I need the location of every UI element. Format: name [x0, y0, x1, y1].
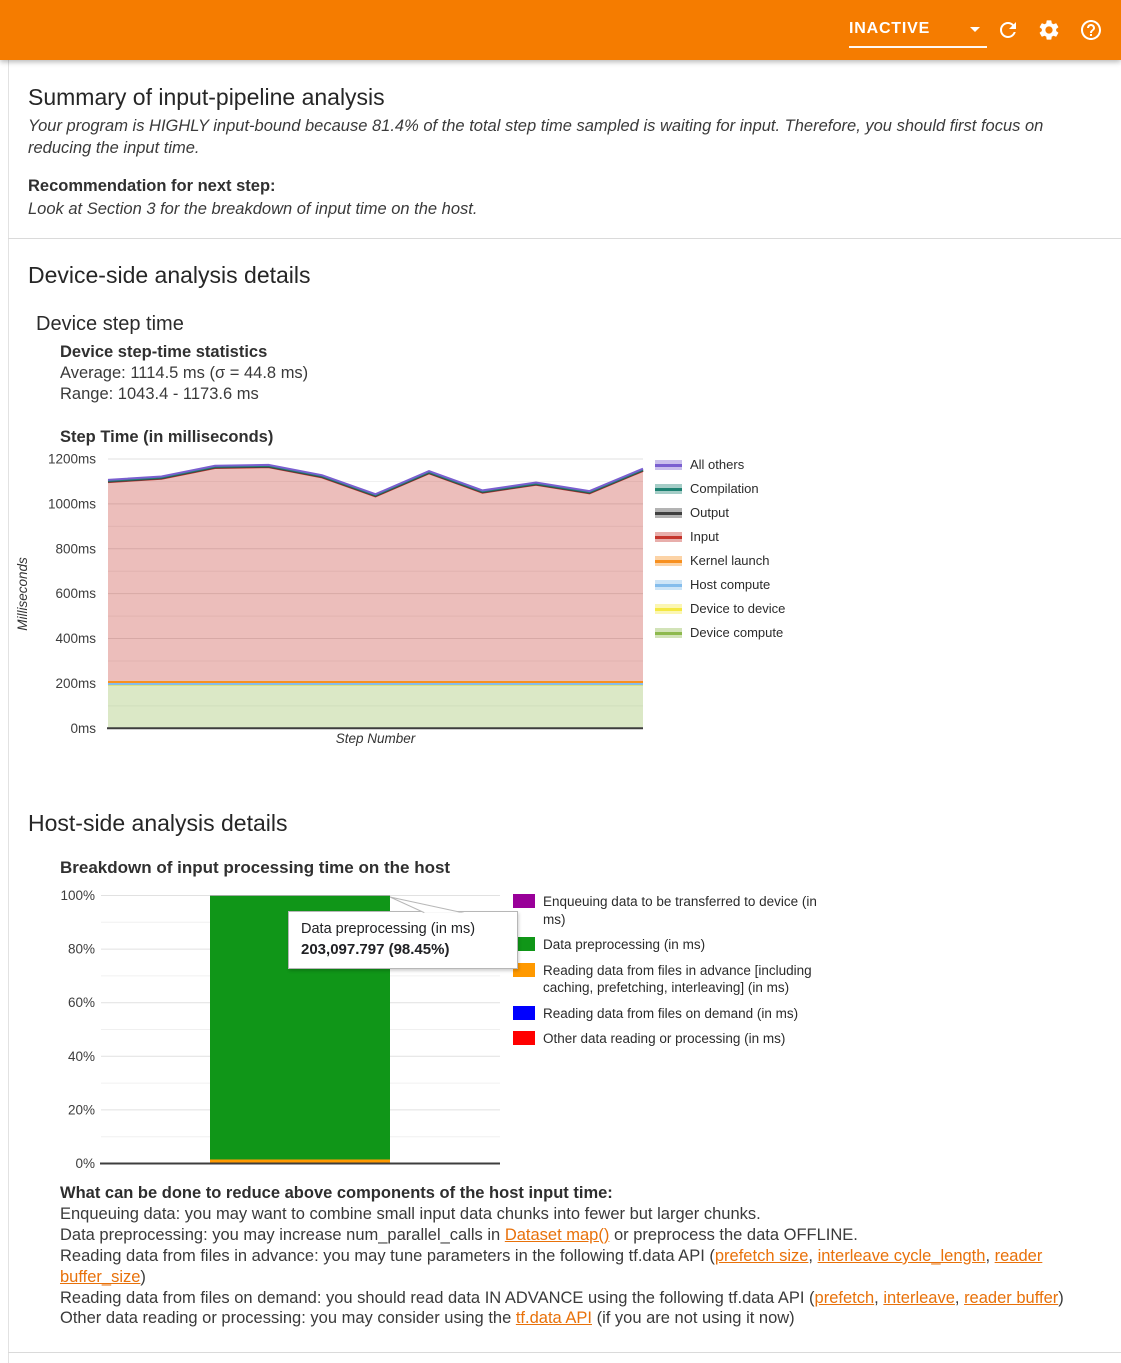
- doc-link[interactable]: reader buffer: [964, 1288, 1059, 1307]
- advice-text: Enqueuing data: you may want to combine small input data chunks into fewer but larger chunks.: [60, 1204, 761, 1223]
- device-step-time-chart[interactable]: [0, 448, 660, 750]
- advice-text: Reading data from files in advance: you may tune parameters in the following tf.data API (: [60, 1246, 715, 1265]
- legend-color-swatch-icon: [513, 1006, 535, 1020]
- host-compute-swatch-icon: [655, 580, 682, 590]
- svg-text:80%: 80%: [67, 941, 95, 957]
- advice-text: Data preprocessing: you may increase num_parallel_calls in: [60, 1225, 505, 1244]
- svg-text:200ms: 200ms: [55, 675, 96, 691]
- settings-gear-icon[interactable]: [1037, 18, 1061, 42]
- svg-text:1200ms: 1200ms: [47, 451, 96, 467]
- help-icon[interactable]: [1079, 18, 1103, 42]
- legend-item: [513, 1030, 843, 1048]
- legend-item: [655, 625, 835, 641]
- advice-text: Reading data from files on demand: you should read data IN ADVANCE using the following tf.data API (: [60, 1288, 815, 1307]
- svg-text:Step Number: Step Number: [335, 731, 416, 746]
- section-divider: [8, 238, 1121, 239]
- doc-link[interactable]: prefetch: [814, 1288, 875, 1307]
- recommendation-label: Recommendation for next step:: [28, 177, 276, 195]
- status-label: INACTIVE: [849, 20, 931, 37]
- device-stats-range: Range: 1043.4 - 1173.6 ms: [60, 385, 259, 403]
- kernel-launch-swatch-icon: [655, 556, 682, 566]
- step-time-chart-title: Step Time (in milliseconds): [60, 428, 274, 446]
- advice-text: ,: [874, 1288, 884, 1307]
- legend-item: [655, 457, 835, 473]
- tooltip-series-name: Data preprocessing (in ms): [301, 921, 476, 937]
- legend-item: [655, 601, 835, 617]
- doc-link[interactable]: prefetch size: [714, 1246, 809, 1265]
- legend-label: Reading data from files in advance [including caching, prefetching, interleaving] (in ms): [543, 962, 812, 995]
- doc-link[interactable]: tf.data API: [515, 1309, 592, 1328]
- legend-item: [655, 529, 835, 545]
- capture-status-dropdown[interactable]: [849, 12, 987, 48]
- advice-text: Other data reading or processing: you may consider using the: [60, 1309, 516, 1328]
- svg-text:800ms: 800ms: [55, 541, 96, 557]
- svg-text:40%: 40%: [67, 1048, 95, 1064]
- legend-label: Other data reading or processing (in ms): [543, 1031, 786, 1046]
- svg-text:0ms: 0ms: [70, 720, 96, 736]
- compilation-swatch-icon: [655, 484, 682, 494]
- advice-text: (if you are not using it now): [591, 1309, 795, 1328]
- svg-text:20%: 20%: [67, 1102, 95, 1118]
- svg-text:400ms: 400ms: [55, 631, 96, 647]
- legend-item: [655, 553, 835, 569]
- doc-link[interactable]: reader buffer_size: [60, 1246, 1043, 1286]
- advice-text: ,: [985, 1246, 995, 1265]
- legend-color-swatch-icon: [513, 894, 535, 908]
- device-step-time-title: Device step time: [36, 313, 184, 335]
- summary-title: Summary of input-pipeline analysis: [28, 84, 385, 110]
- legend-label: Data preprocessing (in ms): [543, 937, 706, 952]
- svg-text:100%: 100%: [60, 888, 95, 903]
- advice-text: or preprocess the data OFFLINE.: [609, 1225, 858, 1244]
- legend-color-swatch-icon: [513, 1031, 535, 1045]
- host-chart-legend: [513, 893, 843, 1056]
- legend-label: Output: [690, 505, 730, 520]
- advice-line: [60, 1288, 1090, 1309]
- host-section-title: Host-side analysis details: [28, 810, 288, 836]
- doc-link[interactable]: Dataset map(): [504, 1225, 610, 1244]
- advice-text: ): [140, 1267, 146, 1286]
- svg-text:0%: 0%: [75, 1156, 95, 1171]
- legend-label: Device to device: [690, 601, 786, 616]
- device-compute-swatch-icon: [655, 628, 682, 638]
- tooltip-value: 203,097.797 (98.45%): [301, 941, 450, 958]
- svg-text:1000ms: 1000ms: [47, 496, 96, 512]
- summary-body: Your program is HIGHLY input-bound because 81.4% of the total step time sampled is waiting for input. Therefore, you should first focus on reducing the input time.: [28, 117, 1044, 157]
- legend-item: [655, 481, 835, 497]
- input-swatch-icon: [655, 532, 682, 542]
- advice-line: [60, 1308, 1090, 1329]
- legend-label: Input: [690, 529, 719, 544]
- device-chart-legend: [655, 457, 835, 649]
- advice-text: ,: [954, 1288, 965, 1307]
- app-toolbar: [0, 0, 1121, 60]
- device-to-device-swatch-icon: [655, 604, 682, 614]
- advice-line: [60, 1246, 1090, 1288]
- legend-item: [513, 936, 843, 954]
- device-section-title: Device-side analysis details: [28, 262, 311, 288]
- legend-label: Reading data from files on demand (in ms): [543, 1005, 799, 1021]
- refresh-icon[interactable]: [996, 18, 1020, 42]
- advice-line: [60, 1204, 1090, 1225]
- legend-label: Enqueuing data to be transferred to device (in ms): [543, 894, 817, 927]
- legend-item: [513, 962, 843, 997]
- host-chart-title: Breakdown of input processing time on the host: [60, 858, 451, 877]
- recommendation-body: Look at Section 3 for the breakdown of input time on the host.: [28, 200, 478, 218]
- advice-line: [60, 1225, 1090, 1246]
- legend-item: [655, 505, 835, 521]
- advice-heading: What can be done to reduce above components of the host input time:: [60, 1184, 613, 1202]
- chevron-down-icon: [963, 17, 987, 41]
- legend-item: [513, 1005, 843, 1023]
- legend-label: Device compute: [690, 625, 784, 640]
- legend-label: Host compute: [690, 577, 771, 592]
- svg-text:Milliseconds: Milliseconds: [15, 557, 30, 631]
- all-others-swatch-icon: [655, 460, 682, 470]
- advice-text: ,: [808, 1246, 818, 1265]
- advice-text: ): [1058, 1288, 1064, 1307]
- legend-label: All others: [690, 457, 745, 472]
- tooltip-callout-arrow: [386, 894, 476, 914]
- legend-item: [513, 893, 843, 928]
- bottom-divider: [8, 1352, 1121, 1353]
- device-stats-average: Average: 1114.5 ms (σ = 44.8 ms): [60, 364, 309, 382]
- legend-label: Kernel launch: [690, 553, 770, 568]
- chart-tooltip: [288, 911, 518, 969]
- output-swatch-icon: [655, 508, 682, 518]
- legend-label: Compilation: [690, 481, 759, 496]
- svg-text:60%: 60%: [67, 995, 95, 1011]
- legend-item: [655, 577, 835, 593]
- doc-link[interactable]: interleave cycle_length: [817, 1246, 986, 1265]
- device-stats-title: Device step-time statistics: [60, 343, 268, 361]
- svg-text:600ms: 600ms: [55, 586, 96, 602]
- doc-link[interactable]: interleave: [883, 1288, 955, 1307]
- host-input-advice: [60, 1183, 1090, 1329]
